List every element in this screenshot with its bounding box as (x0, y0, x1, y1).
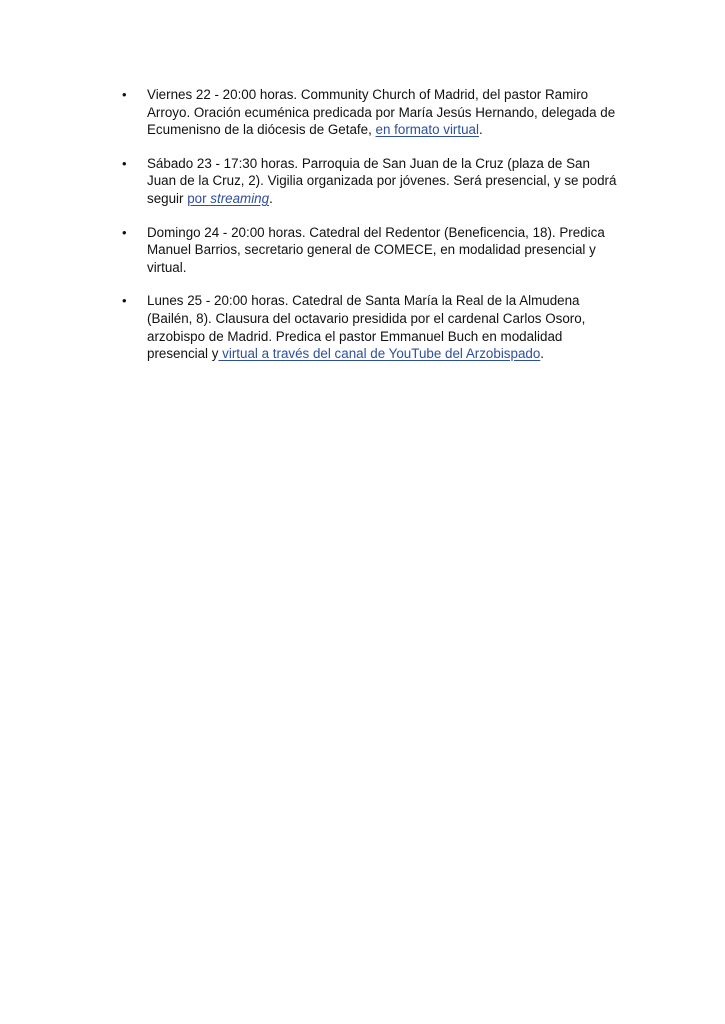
event-item-viernes (117, 86, 617, 139)
virtual-format-link[interactable]: en formato virtual (375, 122, 479, 138)
bullet-icon: • (122, 293, 127, 309)
event-item-sabado (117, 155, 617, 208)
event-item-lunes (117, 292, 617, 362)
event-item-domingo (117, 224, 617, 277)
streaming-link[interactable] (187, 191, 269, 206)
event-text: Domingo 24 - 20:00 horas. Catedral del Redentor (Beneficencia, 18). Predica Manuel Barrios, secretario general de COMECE, en modalidad presencial y virtual. (147, 224, 605, 275)
event-list (117, 86, 617, 379)
youtube-channel-link[interactable]: virtual a través del canal de YouTube del Arzobispado (218, 346, 541, 362)
event-text: Viernes 22 - 20:00 horas. Community Church of Madrid, del pastor Ramiro Arroyo. Oración ecuménica predicada por María Jesús Hernando, delegada de Ecumenisno de la diócesis de Getafe, (147, 87, 616, 138)
bullet-icon: • (122, 224, 127, 240)
bullet-icon: • (122, 87, 127, 102)
event-text: Sábado 23 - 17:30 horas. Parroquia de San Juan de la Cruz (plaza de San Juan de la Cruz, 2). Vigilia organizada por jóvenes. Será presencial, y se podrá seguir (147, 155, 617, 206)
event-text-end: . (478, 122, 483, 138)
event-text-end: . (540, 346, 545, 362)
streaming-link-italic: streaming (210, 190, 270, 206)
event-text: Lunes 25 - 20:00 horas. Catedral de Santa María la Real de la Almudena (Bailén, 8). Clausura del octavario presidida por el cardenal Carlos Osoro, arzobispo de Madrid. Predica el pastor Emmanuel Buch en modalidad presencial y (147, 293, 586, 362)
bullet-icon: • (122, 155, 127, 171)
event-text-end: . (269, 190, 273, 206)
streaming-link-prefix: por (187, 190, 211, 206)
